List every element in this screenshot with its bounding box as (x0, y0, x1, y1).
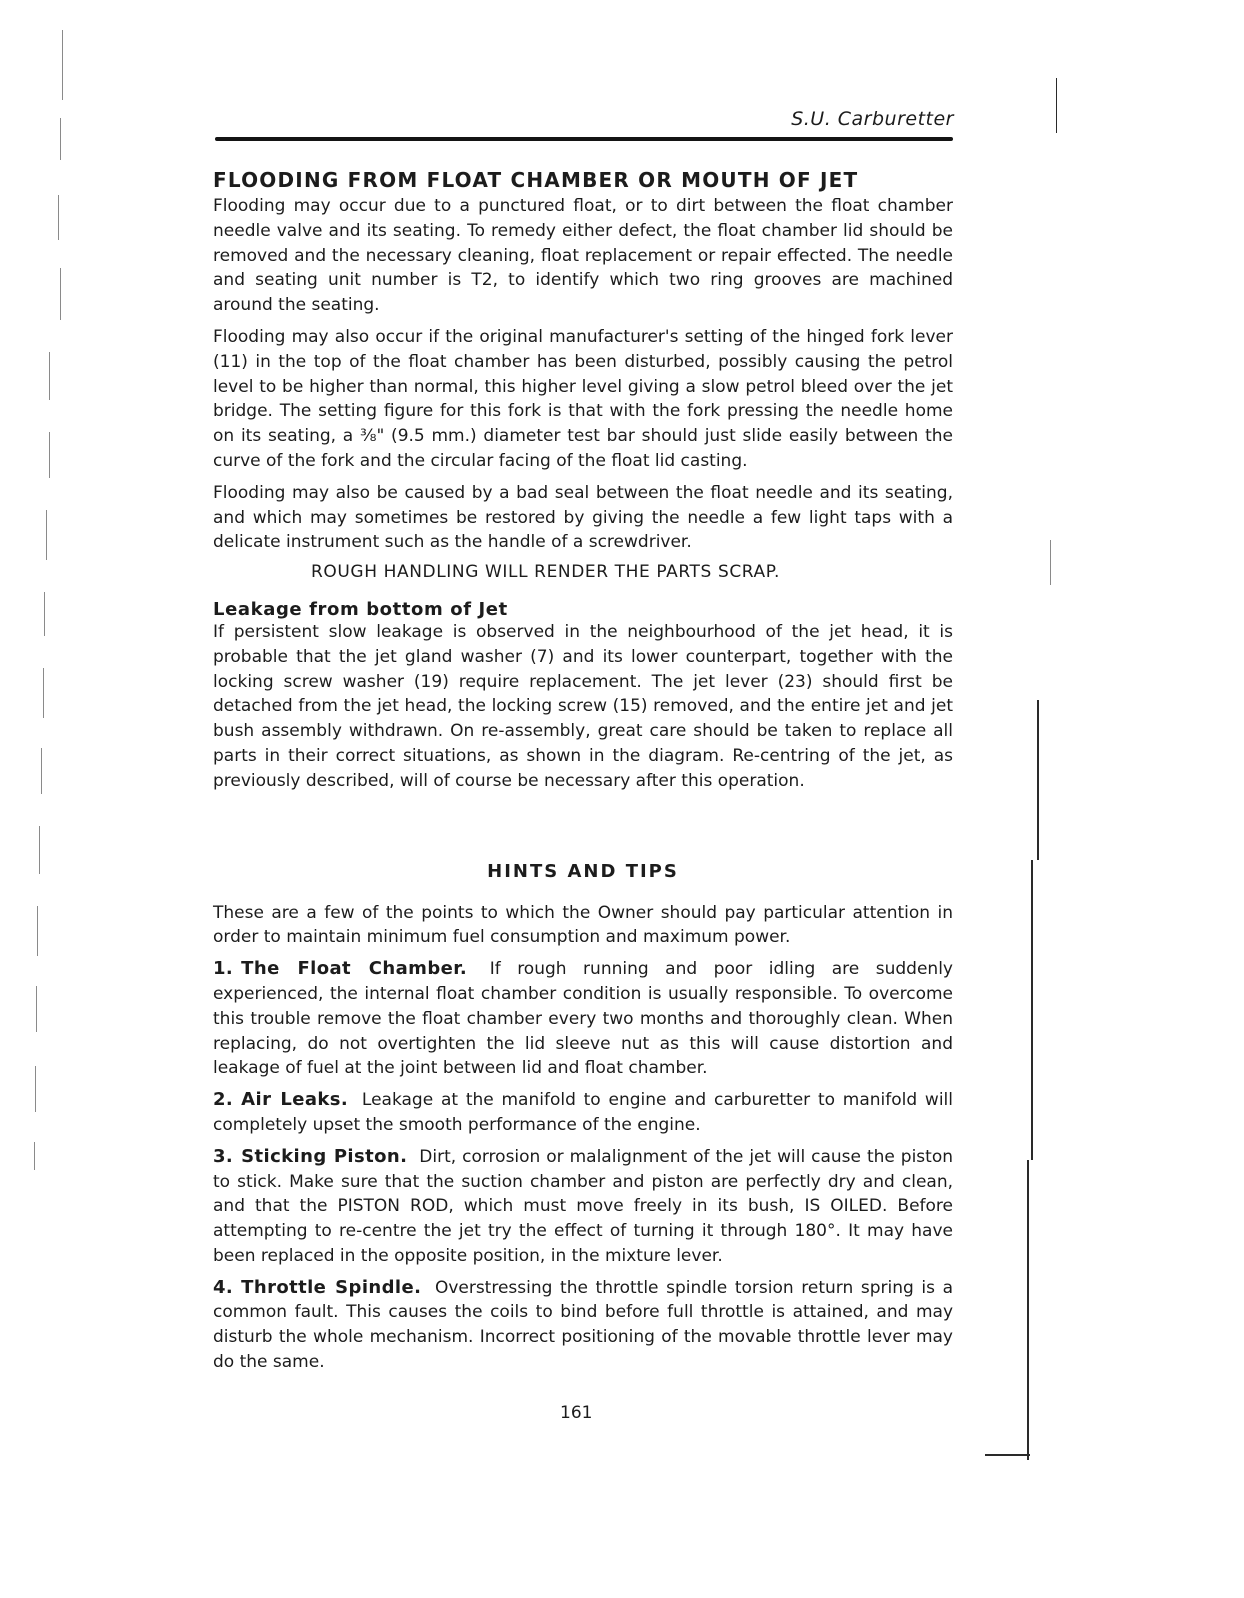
tip-number: 3. (213, 1145, 234, 1167)
page-edge-line (1037, 700, 1039, 860)
leakage-paragraph: If persistent slow leakage is observed in the neighbourhood of the jet head, it is probable that the jet gland washer (7) and its lower counterpart, together with the locking screw washer (19) require replacement. The jet lever (23) should first be detached from the jet head, the locking screw (15) removed, and the entire jet and jet bush assembly withdrawn. On re-assembly, great care should be taken to replace all parts in their correct situations, as shown in the diagram. Re-centring of the jet, as previously described, will of course be necessary after this operation. (213, 621, 953, 791)
running-header-title: S.U. Carburetter (791, 108, 954, 130)
tip-number: 1. (213, 958, 234, 980)
header-rule (215, 137, 953, 141)
page-body (213, 168, 953, 1375)
hints-intro: These are a few of the points to which the Owner should pay particular attention in order to maintain minimum fuel consumption and maximum power. (213, 902, 953, 948)
subsection-title-leakage: Leakage from bottom of Jet (213, 598, 508, 620)
scan-edge-mark (39, 826, 40, 874)
flooding-paragraph-1: Flooding may occur due to a punctured float, or to dirt between the float chamber needle valve and its seating. To remedy either defect, the float chamber lid should be removed and the necessary cleaning, float replacement or repair effected. The needle and seating unit number is T2, to identify which two ring grooves are machined around the seating. (213, 196, 953, 316)
tip-item (213, 1145, 953, 1269)
page-edge-line (1031, 860, 1033, 1160)
tip-number: 4. (213, 1276, 234, 1298)
scan-edge-mark (60, 118, 61, 160)
scan-edge-mark (34, 1142, 35, 1170)
tip-text: Overstressing the throttle spindle torsion return spring is a common fault. This causes the coils to bind before full throttle is attained, and may disturb the whole mechanism. Incorrect positioning of the movable throttle lever may do the same. (213, 1277, 954, 1373)
scan-edge-mark (58, 195, 59, 240)
scan-edge-mark (46, 510, 47, 560)
page-edge-line (1027, 1160, 1029, 1460)
tip-title: Air Leaks. (241, 1089, 349, 1111)
page-edge-line (1050, 540, 1051, 585)
scan-edge-mark (43, 668, 44, 718)
section-title-flooding: FLOODING FROM FLOAT CHAMBER OR MOUTH OF JET (213, 168, 859, 192)
tip-text: Dirt, corrosion or malalignment of the jet will cause the piston to stick. Make sure that the suction chamber and piston are perfectly dry and clean, and that the PISTON ROD, which must move freely in its bush, IS OILED. Before attempting to re-centre the jet try the effect of turning it through 180°. It may have been replaced in the opposite position, in the mixture lever. (213, 1146, 953, 1266)
scan-edge-mark (35, 1066, 36, 1112)
section-title-hints: HINTS AND TIPS (487, 860, 679, 882)
flooding-paragraph-3: Flooding may also be caused by a bad seal between the float needle and its seating, and which may sometimes be restored by giving the needle a few light taps with a delicate instrument such as the handle of a screwdriver. (213, 482, 953, 553)
page-number: 161 (560, 1403, 593, 1423)
tip-text: If rough running and poor idling are suddenly experienced, the internal float chamber condition is usually responsible. To overcome this trouble remove the float chamber every two months and thoroughly clean. When replacing, do not overtighten the lid sleeve nut as this will cause distortion and leakage of fuel at the joint between lid and float chamber. (213, 959, 953, 1079)
tip-number: 2. (213, 1089, 234, 1111)
scan-edge-mark (49, 352, 50, 400)
tip-item (213, 957, 953, 1081)
scan-edge-mark (37, 906, 38, 956)
warning-line: ROUGH HANDLING WILL RENDER THE PARTS SCRAP. (311, 562, 780, 583)
tip-text: Leakage at the manifold to engine and carburetter to manifold will completely upset the smooth performance of the engine. (213, 1090, 954, 1135)
scan-edge-mark (44, 592, 45, 636)
tip-title: Sticking Piston. (241, 1145, 408, 1167)
tip-item (213, 1088, 953, 1138)
tip-title: The Float Chamber. (241, 958, 468, 980)
scan-edge-mark (62, 30, 63, 100)
scan-edge-mark (49, 432, 50, 478)
tip-item (213, 1276, 953, 1375)
page-edge-line (1056, 78, 1057, 133)
scan-edge-mark (41, 748, 42, 794)
page-edge-line (985, 1454, 1030, 1456)
scan-edge-mark (36, 986, 37, 1032)
flooding-paragraph-2: Flooding may also occur if the original manufacturer's setting of the hinged fork lever (11) in the top of the float chamber has been disturbed, possibly causing the petrol level to be higher than normal, this higher level giving a slow petrol bleed over the jet bridge. The setting figure for this fork is that with the fork pressing the needle home on its seating, a ⅜" (9.5 mm.) diameter test bar should just slide easily between the curve of the fork and the circular facing of the float lid casting. (213, 326, 953, 471)
tip-title: Throttle Spindle. (241, 1276, 422, 1298)
scan-edge-mark (60, 268, 61, 320)
